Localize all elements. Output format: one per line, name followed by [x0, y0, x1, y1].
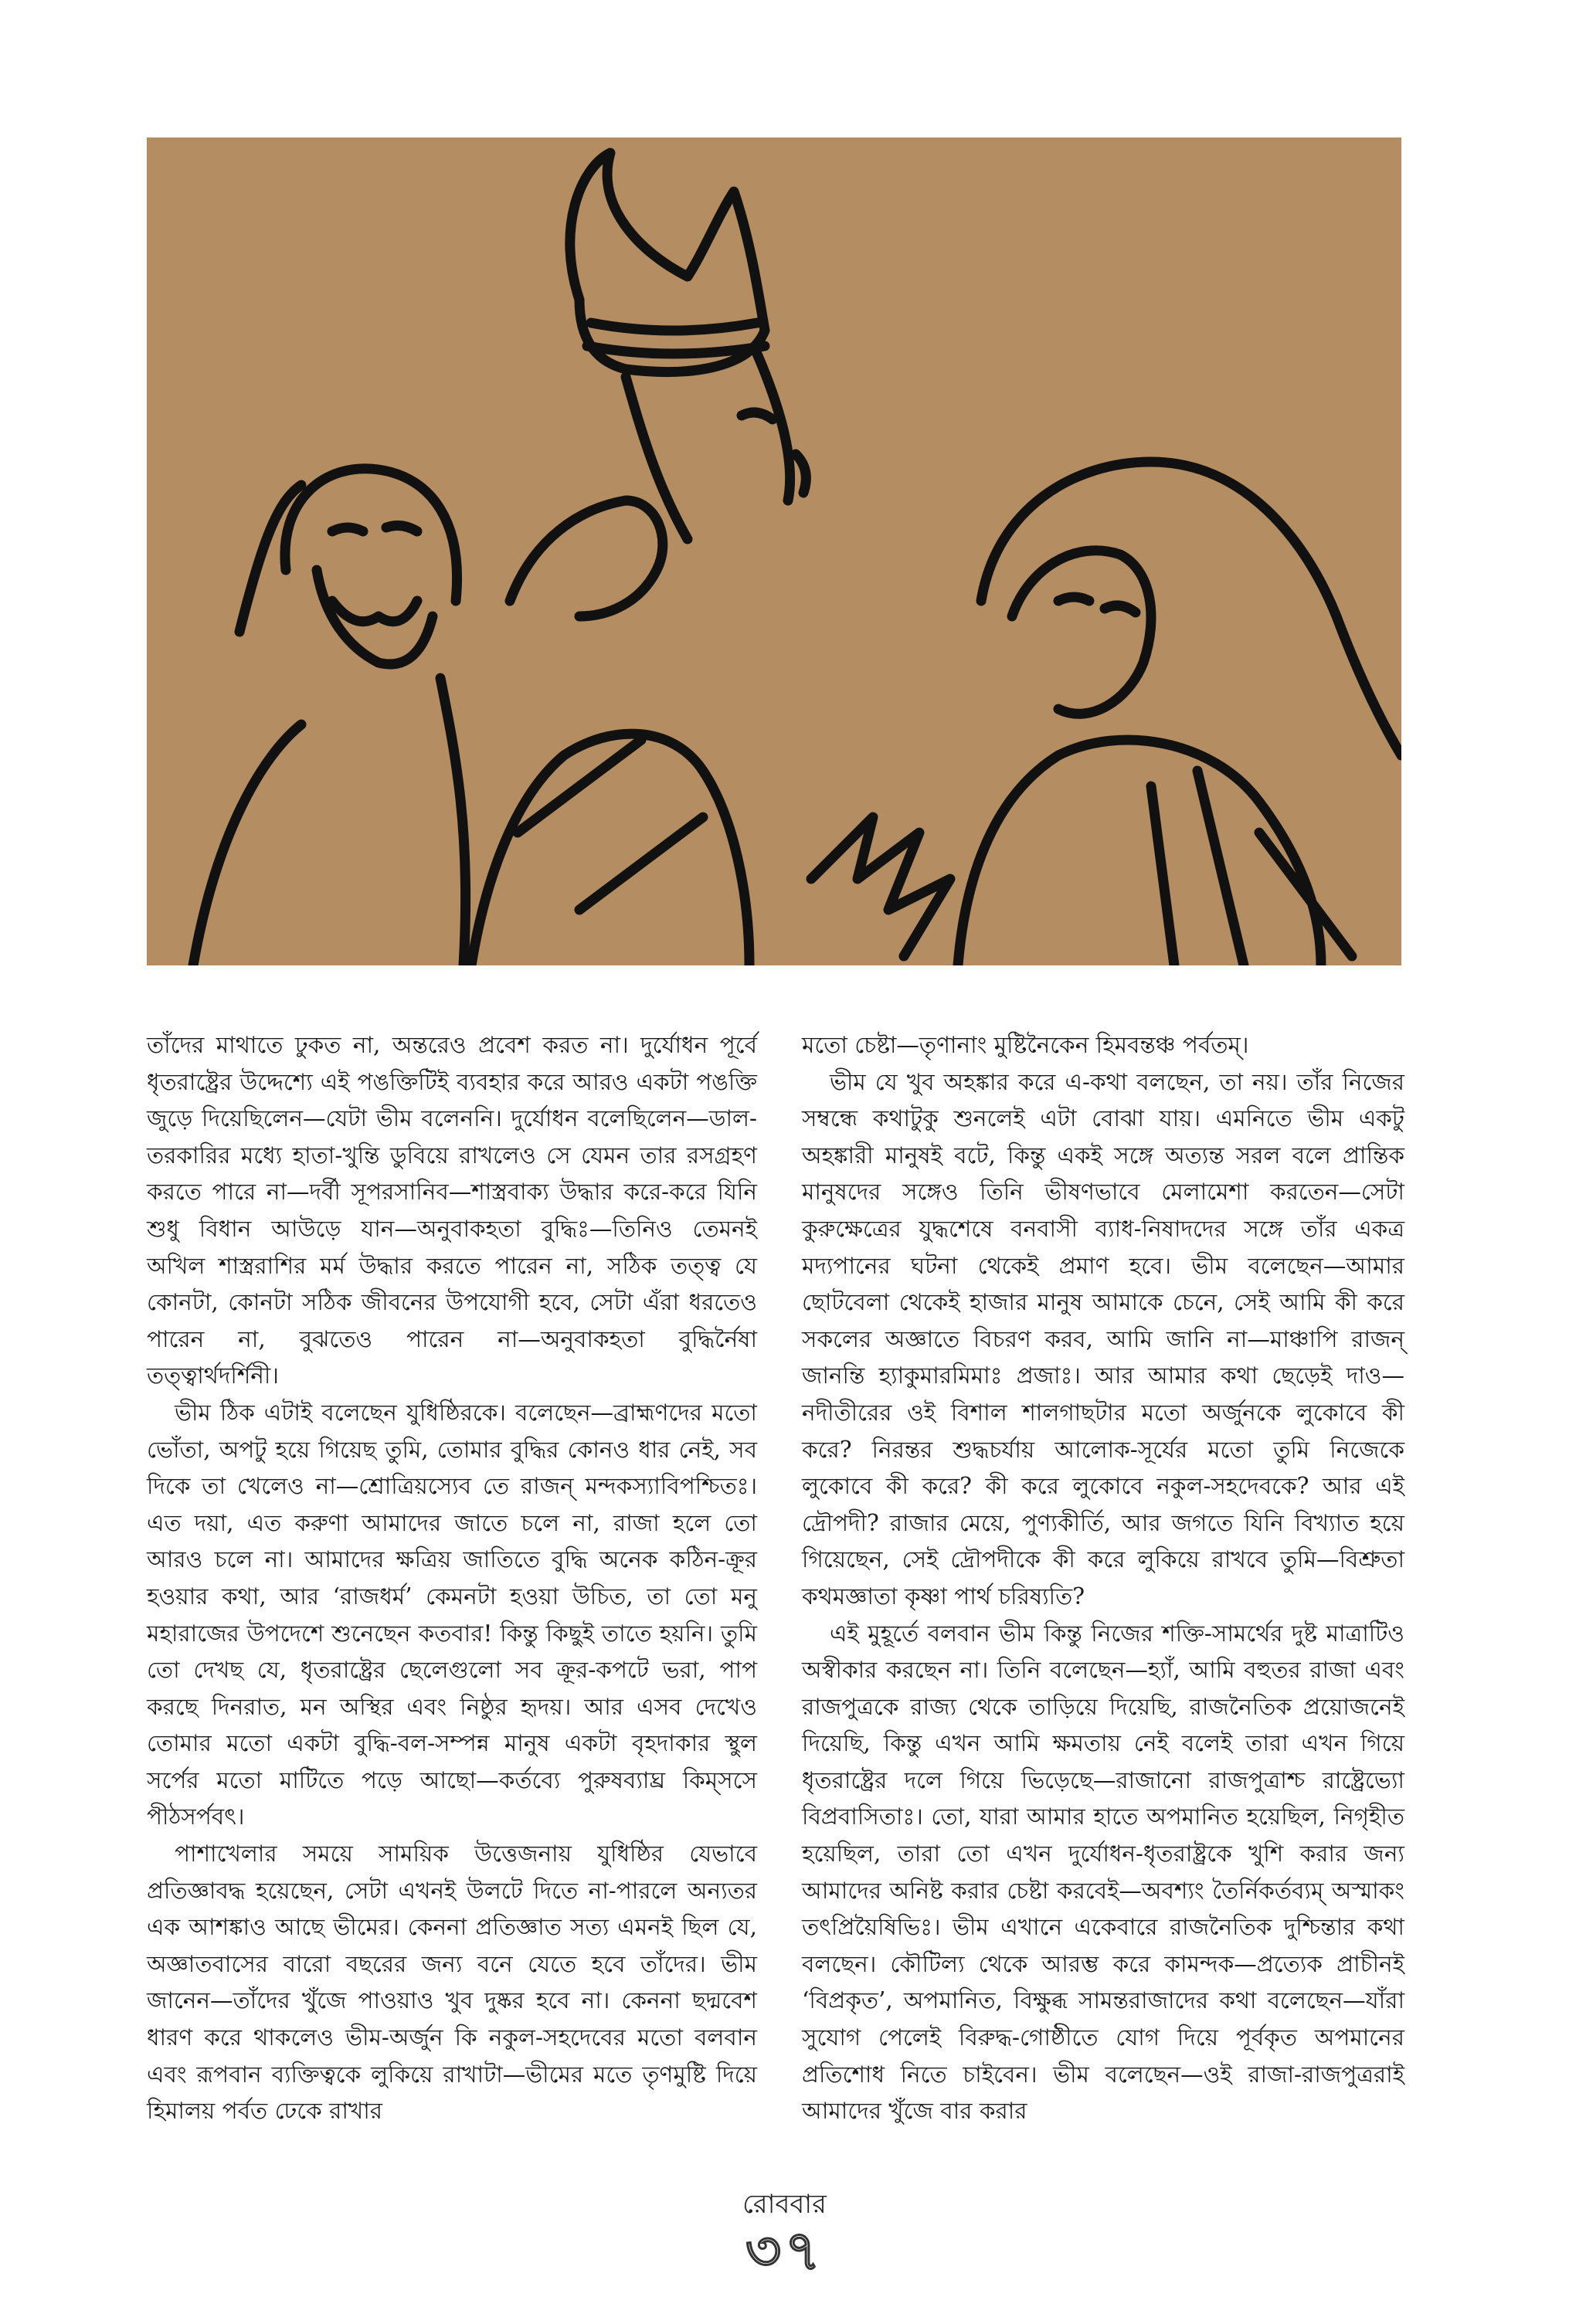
right-text-column: [802, 1027, 1404, 2130]
woman-veil: [981, 462, 1401, 755]
left-figure-eyes: [332, 525, 417, 531]
central-robe: [518, 740, 703, 910]
crown-outline: [570, 153, 765, 372]
left-paragraph-2: ভীম ঠিক এটাই বলেছেন যুধিষ্ঠিরকে। বলেছেন—ব্রাহ্মণদের মতো ভোঁতা, অপটু হয়ে গিয়েছ তুমি, তোমার বুদ্ধির কোনও ধার নেই, সব দিকে তা খেলেও না—শ্রোত্রিয়স্যেব তে রাজন্ মন্দকস্যাবিপশ্চিতঃ। এত দয়া, এত করুণা আমাদের জাতে চলে না, রাজা হলে তো আরও চলে না। আমাদের ক্ষত্রিয় জাতিতে বুদ্ধি অনেক কঠিন-ক্রূর হওয়ার কথা, আর ‘রাজধর্ম’ কেমনটা হওয়া উচিত, তা তো মনু মহারাজের উপদেশে শুনেছেন কতবার! কিন্তু কিছুই তাতে হয়নি। তুমি তো দেখছ যে, ধৃতরাষ্ট্রের ছেলেগুলো সব ক্রূর-কপটে ভরা, পাপ করছে দিনরাত, মন অস্থির এবং নিষ্ঠুর হৃদয়। আর এসব দেখেও তোমার মতো একটা বুদ্ধি-বল-সম্পন্ন মানুষ একটা বৃহদাকার স্থুল সর্পের মতো মাটিতে পড়ে আছো—কর্তব্যে পুরুষব্যাঘ্র কিম্‌সসে পীঠসর্পবৎ।: [147, 1399, 757, 1830]
ink-sketch: [147, 137, 1401, 965]
woman-face: [1012, 551, 1151, 714]
page-number: ৩৭: [745, 2218, 824, 2283]
right-paragraph-1: মতো চেষ্টা—তৃণানাং মুষ্টিনৈকেন হিমবন্তঞ্চ পর্বতম্।: [802, 1032, 1249, 1058]
magazine-name: রোববার: [742, 2189, 827, 2220]
left-text-column: [147, 1027, 757, 2130]
woman-eyes: [1058, 597, 1136, 612]
central-beard: [510, 500, 663, 616]
woman-body: [958, 740, 1321, 965]
left-paragraph-3: পাশাখেলার সময়ে সাময়িক উত্তেজনায় যুধিষ্ঠির যেভাবে প্রতিজ্ঞাবদ্ধ হয়েছেন, সেটা এখনই উলটে দিতে না-পারলে অন্যতর এক আশঙ্কাও আছে ভীমের। কেননা প্রতিজ্ঞাত সত্য এমনই ছিল যে, অজ্ঞাতবাসের বারো বছরের জন্য বনে যেতে হবে তাঁদের। ভীম জানেন—তাঁদের খুঁজে পাওয়াও খুব দুষ্কর হবে না। কেননা ছদ্মবেশ ধারণ করে থাকলেও ভীম-অর্জুন কি নকুল-সহদেবের মতো বলবান এবং রূপবান ব্যক্তিত্বকে লুকিয়ে রাখাটা—ভীমের মতে তৃণমুষ্টি দিয়ে হিমালয় পর্বত ঢেকে রাখার: [147, 1841, 757, 2125]
illustration: [147, 137, 1401, 965]
left-paragraph-1: তাঁদের মাথাতে ঢুকত না, অন্তরেও প্রবেশ করত না। দুর্যোধন পূর্বে ধৃতরাষ্ট্রের উদ্দেশ্যে এই পঙক্তিটিই ব্যবহার করে আরও একটা পঙক্তি জুড়ে দিয়েছিলেন—যেটা ভীম বলেননি। দুর্যোধন বলেছিলেন—ডাল-তরকারির মধ্যে হাতা-খুন্তি ডুবিয়ে রাখলেও সে যেমন তার রসগ্রহণ করতে পারে না—দর্বী সূপরসানিব—শাস্ত্রবাক্য উদ্ধার করে-করে যিনি শুধু বিধান আউড়ে যান—অনুবাকহতা বুদ্ধিঃ—তিনিও তেমনই অখিল শাস্ত্ররাশির মর্ম উদ্ধার করতে পারেন না, সঠিক তত্ত্ব যে কোনটা, কোনটা সঠিক জীবনের উপযোগী হবে, সেটা এঁরা ধরতেও পারেন না, বুঝতেও পারেন না—অনুবাকহতা বুদ্ধির্নৈষা তত্ত্বার্থদর্শিনী।: [147, 1032, 757, 1389]
right-paragraph-3: এই মুহূর্তে বলবান ভীম কিন্তু নিজের শক্তি-সামর্থের দুষ্ট মাত্রাটিও অস্বীকার করছেন না। তিনি বলেছেন—হ্যাঁ, আমি বহুতর রাজা এবং রাজপুত্রকে রাজ্য থেকে তাড়িয়ে দিয়েছি, রাজনৈতিক প্রয়োজনেই দিয়েছি, কিন্তু এখন আমি ক্ষমতায় নেই বলেই তারা এখন গিয়ে ধৃতরাষ্ট্রের দলে গিয়ে ভিড়েছে—রাজানো রাজপুত্রাশ্চ রাষ্ট্রেভ্যো বিপ্রবাসিতাঃ। তো, যারা আমার হাতে অপমানিত হয়েছিল, নিগৃহীত হয়েছিল, তারা তো এখন দুর্যোধন-ধৃতরাষ্ট্রকে খুশি করার জন্য আমাদের অনিষ্ট করার চেষ্টা করবেই—অবশ্যং তৈর্নিকর্তব্যম্ অস্মাকং তৎপ্রিয়ৈষিভিঃ। ভীম এখানে একেবারে রাজনৈতিক দুশ্চিন্তার কথা বলছেন। কৌটিল্য থেকে আরম্ভ করে কামন্দক—প্রত্যেক প্রাচীনই ‘বিপ্রকৃত’, অপমানিত, বিক্ষুব্ধ সামন্তরাজাদের কথা বলেছেন—যাঁরা সুযোগ পেলেই বিরুদ্ধ-গোষ্ঠীতে যোগ দিয়ে পূর্বকৃত অপমানের প্রতিশোধ নিতে চাইবেন। ভীম বলেছেন—ওই রাজা-রাজপুত্ররাই আমাদের খুঁজে বার করার: [802, 1620, 1404, 2125]
left-figure-body: [193, 678, 466, 965]
gesture-hand: [811, 817, 950, 956]
left-figure-head: [285, 469, 457, 601]
central-eye: [742, 412, 773, 419]
left-figure-beard: [317, 570, 433, 664]
right-paragraph-2: ভীম যে খুব অহঙ্কার করে এ-কথা বলছেন, তা নয়। তাঁর নিজের সম্বন্ধে কথাটুকু শুনলেই এটা বোঝা যায়। এমনিতে ভীম একটু অহঙ্কারী মানুষই বটে, কিন্তু একই সঙ্গে অত্যন্ত সরল বলে প্রান্তিক মানুষদের সঙ্গেও তিনি ভীষণভাবে মেলামেশা করতেন—সেটা কুরুক্ষেত্রের যুদ্ধশেষে বনবাসী ব্যাধ-নিষাদদের সঙ্গে তাঁর একত্র মদ্যপানের ঘটনা থেকেই প্রমাণ হবে। ভীম বলেছেন—আমার ছোটবেলা থেকেই হাজার মানুষ আমাকে চেনে, সেই আমি কী করে সকলের অজ্ঞাতে বিচরণ করব, আমি জানি না—মাঞ্চাপি রাজন্ জানন্তি হ্যাকুমারমিমাঃ প্রজাঃ। আর আমার কথা ছেড়েই দাও—নদীতীরের ওই বিশাল শালগাছটার মতো অর্জুনকে লুকোবে কী করে? নিরন্তর শুদ্ধচর্যায় আলোক-সূর্যের মতো তুমি নিজেকে লুকোবে কী করে? কী করে লুকোবে নকুল-সহদেবকে? আর এই দ্রৌপদী? রাজার মেয়ে, পুণ্যকীর্তি, আর জগতে যিনি বিখ্যাত হয়ে গিয়েছেন, সেই দ্রৌপদীকে কী করে লুকিয়ে রাখবে তুমি—বিশ্রুতা কথমজ্ঞাতা কৃষ্ণা পার্থ চরিষ্যতি?: [802, 1068, 1404, 1610]
crown-bands: [587, 323, 765, 354]
